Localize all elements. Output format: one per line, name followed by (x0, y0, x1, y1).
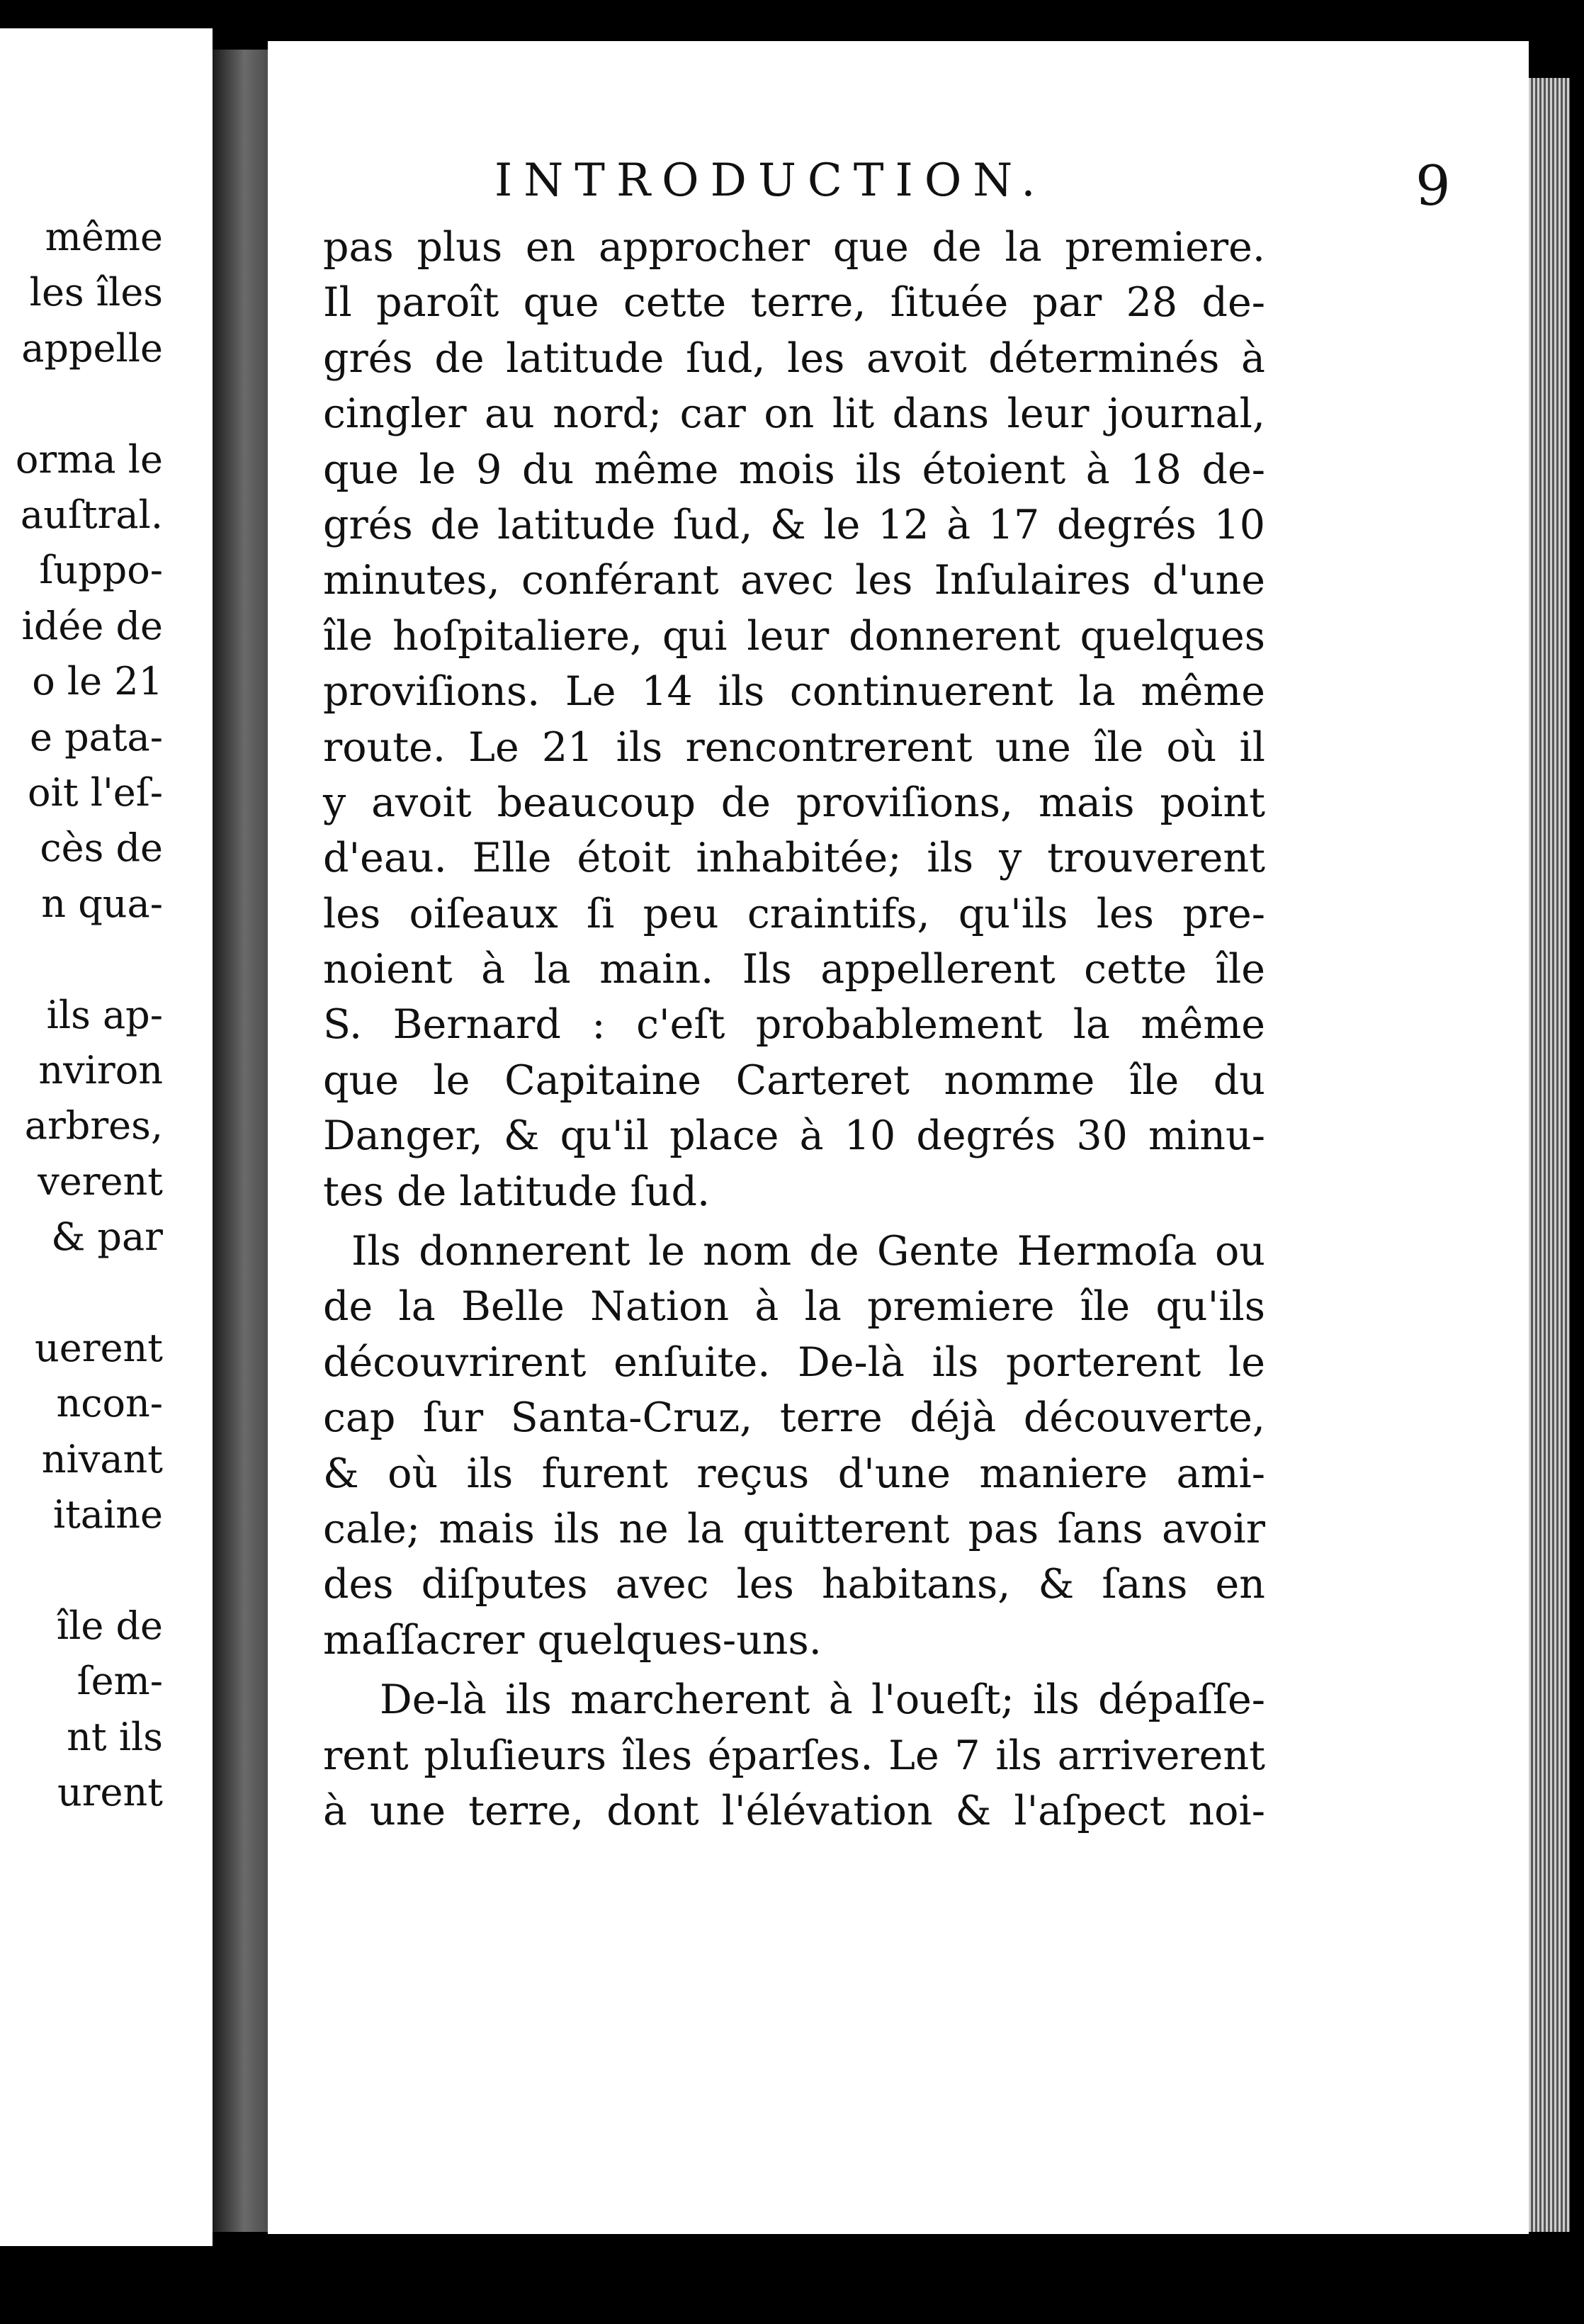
left-page-line: ils ap- (46, 992, 163, 1037)
text-line: De-là ils marcherent à l'oueſt; ils dépaſſe- (380, 1676, 1265, 1724)
text-line: cap ſur Santa-Cruz, terre déjà découverte, (323, 1394, 1265, 1442)
text-line: que le 9 du même mois ils étoient à 18 de- (323, 446, 1265, 493)
body-text (323, 220, 1265, 1839)
left-page-line: itaine (52, 1492, 163, 1538)
left-page-line: n qua- (41, 881, 163, 926)
paragraph-2 (323, 1224, 1265, 1668)
text-line: cingler au nord; car on lit dans leur journal, (323, 390, 1265, 438)
left-page-line: o le 21 (32, 659, 163, 704)
text-line: d'eau. Elle étoit inhabitée; ils y trouverent (323, 835, 1265, 882)
text-line: & où ils furent reçus d'une maniere ami- (323, 1450, 1265, 1497)
text-line: noient à la main. Ils appellerent cette île (323, 946, 1265, 993)
text-line: y avoit beaucoup de proviſions, mais point (323, 779, 1265, 826)
left-page-line: nivant (41, 1436, 163, 1482)
text-line: pas plus en approcher que de la premiere. (323, 224, 1265, 271)
text-line: Ils donnerent le nom de Gente Hermoſa ou (351, 1228, 1265, 1275)
left-page-line: ſuppo- (39, 548, 163, 593)
paragraph-1 (323, 220, 1265, 1219)
text-line: proviſions. Le 14 ils continuerent la même (323, 668, 1265, 716)
text-line: S. Bernard : c'eſt probablement la même (323, 1001, 1265, 1049)
page-edge (1529, 78, 1570, 2232)
left-page-line: orma le (15, 436, 163, 482)
left-page-line: oit l'eſ- (28, 770, 163, 815)
text-line: cale; mais ils ne la quitterent pas ſans avoir (323, 1505, 1265, 1552)
text-line: rent pluſieurs îles éparſes. Le 7 ils arriverent (323, 1732, 1265, 1779)
text-line: les oiſeaux ſi peu craintifs, qu'ils les pre- (323, 890, 1265, 937)
text-line: route. Le 21 ils rencontrerent une île où il (323, 723, 1265, 771)
left-page-line: idée de (21, 603, 163, 648)
left-page-line: e pata- (29, 714, 163, 760)
left-page-line: arbres, (24, 1103, 163, 1149)
left-page-line: cès de (40, 825, 163, 871)
text-line: minutes, conférant avec les Inſulaires d'une (323, 557, 1265, 604)
text-line: des diſputes avec les habitans, & ſans en (323, 1561, 1265, 1608)
text-line: île hoſpitaliere, qui leur donnerent quelques (323, 612, 1265, 660)
left-page-line: les îles (29, 270, 163, 315)
right-page (268, 41, 1529, 2234)
left-page-line: auſtral. (20, 492, 163, 537)
left-page-line: nt ils (67, 1714, 163, 1759)
text-line: que le Capitaine Carteret nomme île du (323, 1056, 1265, 1104)
running-head: INTRODUCTION. (494, 154, 1047, 207)
text-line: tes de latitude ſud. (323, 1168, 711, 1215)
left-page-line: ncon- (56, 1381, 163, 1426)
left-page-line: nviron (38, 1048, 163, 1093)
left-page-fragment (0, 28, 213, 2246)
left-page-line: île de (56, 1603, 163, 1648)
text-line: grés de latitude ſud, les avoit déterminés à (323, 334, 1265, 382)
text-line: maſſacrer quelques-uns. (323, 1616, 822, 1664)
left-page-line: appelle (21, 325, 163, 371)
left-page-line: même (45, 215, 163, 259)
text-line: Il paroît que cette terre, ſituée par 28 de- (323, 279, 1265, 327)
left-page-line: & par (51, 1214, 163, 1260)
text-line: à une terre, dont l'élévation & l'aſpect noi- (323, 1787, 1265, 1834)
text-line: découvrirent enſuite. De-là ils porterent le (323, 1338, 1265, 1386)
text-line: grés de latitude ſud, & le 12 à 17 degrés 10 (323, 501, 1265, 548)
page-number: 9 (1415, 154, 1451, 218)
left-page-line: verent (38, 1158, 163, 1204)
text-line: de la Belle Nation à la premiere île qu'ils (323, 1283, 1265, 1331)
left-page-line: ſem- (77, 1659, 163, 1704)
left-page-line: urent (57, 1770, 163, 1815)
text-line: Danger, & qu'il place à 10 degrés 30 minu- (323, 1112, 1265, 1160)
left-page-line: uerent (35, 1326, 163, 1370)
paragraph-3 (323, 1672, 1265, 1839)
